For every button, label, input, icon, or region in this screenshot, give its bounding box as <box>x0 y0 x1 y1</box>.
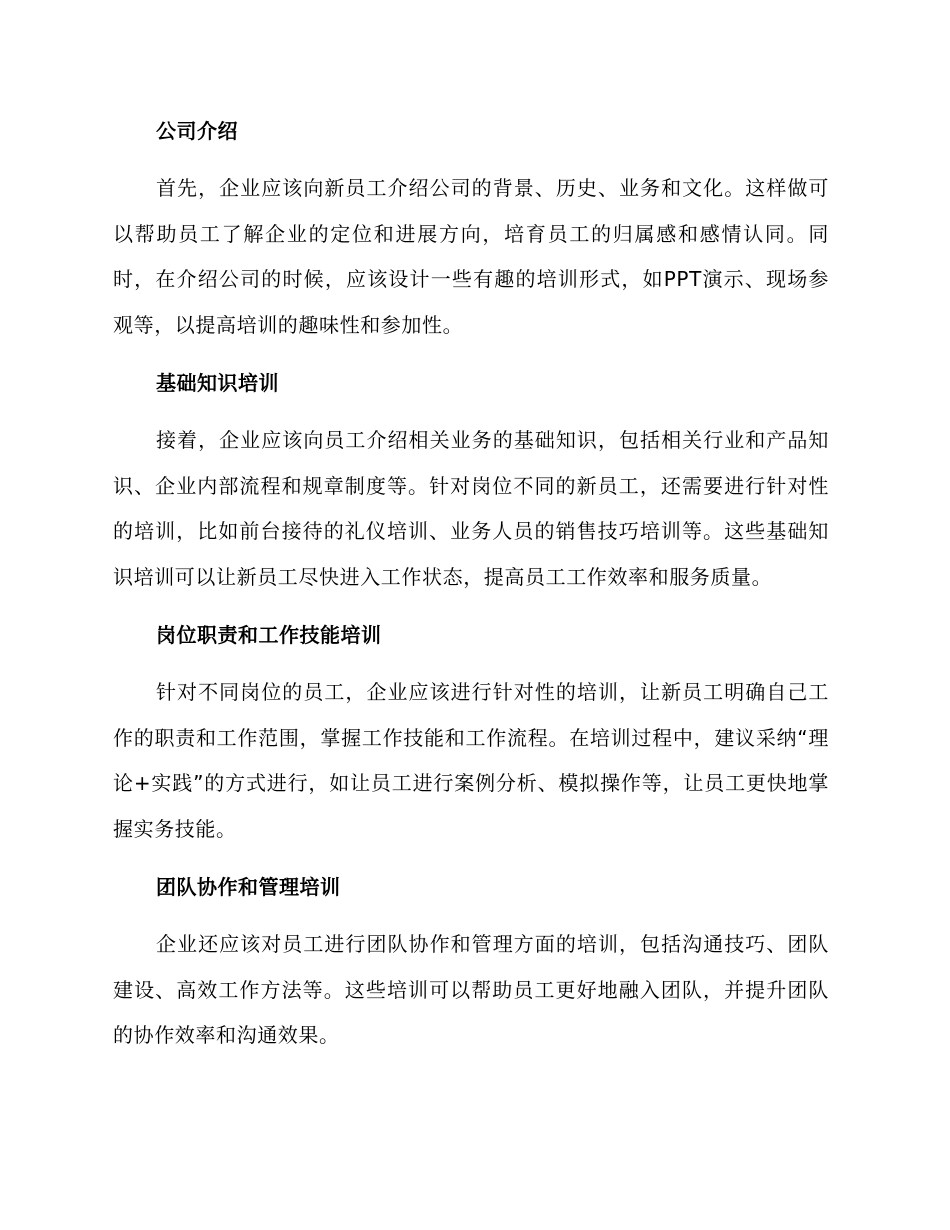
section-body-basic-knowledge: 接着，企业应该向员工介绍相关业务的基础知识，包括相关行业和产品知识、企业内部流程和规章制度等。针对岗位不同的新员工，还需要进行针对性的培训，比如前台接待的礼仪培训、业务人员的销售技巧培训等。这些基础知识培训可以让新员工尽快进入工作状态，提高员工工作效率和服务质量。 <box>113 428 829 589</box>
section-heading-basic-knowledge: 基础知识培训 <box>156 371 279 395</box>
section-heading-job-duties: 岗位职责和工作技能培训 <box>156 623 382 647</box>
section-body-teamwork: 企业还应该对员工进行团队协作和管理方面的培训，包括沟通技巧、团队建设、高效工作方法等。这些培训可以帮助员工更好地融入团队，并提升团队的协作效率和沟通效果。 <box>113 932 829 1047</box>
section-body-company-intro: 首先，企业应该向新员工介绍公司的背景、历史、业务和文化。这样做可以帮助员工了解企业的定位和进展方向，培育员工的归属感和感情认同。同时，在介绍公司的时候，应该设计一些有趣的培训形式，如PPT演示、现场参观等，以提高培训的趣味性和参加性。 <box>113 176 829 337</box>
section-heading-teamwork: 团队协作和管理培训 <box>156 875 341 899</box>
document-page <box>113 108 829 1059</box>
section-heading-company-intro: 公司介绍 <box>156 119 238 143</box>
section-body-job-duties: 针对不同岗位的员工，企业应该进行针对性的培训，让新员工明确自己工作的职责和工作范围，掌握工作技能和工作流程。在培训过程中，建议采纳“理论+实践”的方式进行，如让员工进行案例分析、模拟操作等，让员工更快地掌握实务技能。 <box>113 680 829 841</box>
